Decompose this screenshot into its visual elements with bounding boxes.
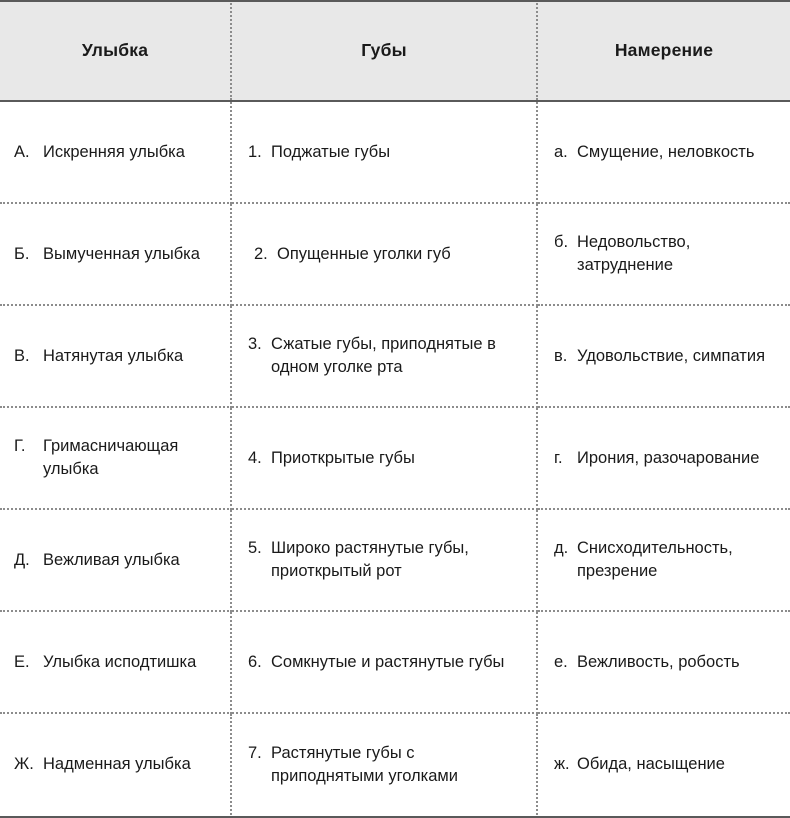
item-text: Приоткрытые губы — [271, 448, 415, 467]
item-marker: В. — [14, 346, 30, 365]
cell-smile-2 — [0, 203, 231, 305]
cell-lips-2 — [231, 203, 537, 305]
cell-intent-2 — [537, 203, 790, 305]
item-marker: е. — [554, 652, 568, 671]
table-row — [0, 203, 790, 305]
cell-intent-7 — [537, 713, 790, 815]
cell-smile-1 — [0, 101, 231, 203]
cell-smile-7 — [0, 713, 231, 815]
item-text: Вежливая улыбка — [43, 550, 180, 569]
cell-smile-6 — [0, 611, 231, 713]
item-text: Смущение, неловкость — [577, 142, 755, 161]
item-text: Растянутые губы с приподнятыми уголками — [271, 743, 458, 785]
table-row — [0, 611, 790, 713]
item-text: Надменная улыбка — [43, 755, 191, 774]
item-marker: 2. — [254, 244, 268, 263]
cell-lips-1 — [231, 101, 537, 203]
cell-lips-5 — [231, 509, 537, 611]
item-text: Сомкнутые и растянутые губы — [271, 652, 505, 671]
item-text: Опущенные уголки губ — [277, 244, 451, 263]
cell-intent-5 — [537, 509, 790, 611]
item-marker: Д. — [14, 550, 30, 569]
cell-intent-4 — [537, 407, 790, 509]
table-row — [0, 101, 790, 203]
item-marker: в. — [554, 346, 568, 365]
table-head — [0, 0, 790, 101]
cell-intent-3 — [537, 305, 790, 407]
item-text: Ирония, разочарование — [577, 448, 760, 467]
cell-smile-5 — [0, 509, 231, 611]
item-text: Улыбка исподтишка — [43, 652, 197, 671]
table-top-rule — [0, 0, 790, 2]
item-marker: А. — [14, 142, 30, 161]
item-marker: 3. — [248, 335, 262, 354]
item-text: Искренняя улыбка — [43, 142, 185, 161]
item-marker: б. — [554, 233, 569, 252]
cell-intent-1 — [537, 101, 790, 203]
table-row — [0, 305, 790, 407]
item-marker: Б. — [14, 244, 30, 263]
item-marker: 7. — [248, 743, 262, 762]
item-marker: 4. — [248, 448, 262, 467]
table-body — [0, 101, 790, 815]
table-row — [0, 509, 790, 611]
item-text: Вежливость, робость — [577, 652, 740, 671]
cell-intent-6 — [537, 611, 790, 713]
item-marker: ж. — [554, 755, 570, 774]
item-marker: 5. — [248, 539, 262, 558]
item-marker: 6. — [248, 652, 262, 671]
header-row — [0, 0, 790, 101]
item-text: Сжатые губы, приподнятые в одном уголке рта — [271, 335, 496, 376]
item-text: Гримасничающая улыбка — [43, 437, 179, 478]
column-header-intent: Намерение — [537, 0, 790, 101]
cell-lips-4 — [231, 407, 537, 509]
item-text: Поджатые губы — [271, 142, 391, 161]
item-marker: а. — [554, 142, 568, 161]
table-row — [0, 407, 790, 509]
cell-lips-6 — [231, 611, 537, 713]
item-text: Снисходительность, презрение — [577, 539, 733, 580]
item-text: Обида, насыщение — [577, 755, 725, 774]
item-text: Широко растянутые губы, приоткрытый рот — [271, 539, 469, 580]
item-marker: Е. — [14, 652, 30, 671]
cell-smile-4 — [0, 407, 231, 509]
cell-lips-7 — [231, 713, 537, 815]
column-header-lips: Губы — [231, 0, 537, 101]
column-header-smile: Улыбка — [0, 0, 231, 101]
cell-lips-3 — [231, 305, 537, 407]
item-marker: Ж. — [14, 755, 34, 774]
table-row — [0, 713, 790, 815]
item-text: Вымученная улыбка — [43, 244, 200, 263]
item-text: Натянутая улыбка — [43, 346, 184, 365]
cell-smile-3 — [0, 305, 231, 407]
item-marker: г. — [554, 448, 563, 467]
item-text: Удовольствие, симпатия — [577, 346, 766, 365]
item-text: Недовольство, затруднение — [577, 233, 691, 274]
item-marker: Г. — [14, 437, 26, 456]
item-marker: 1. — [248, 142, 262, 161]
item-marker: д. — [554, 539, 569, 558]
